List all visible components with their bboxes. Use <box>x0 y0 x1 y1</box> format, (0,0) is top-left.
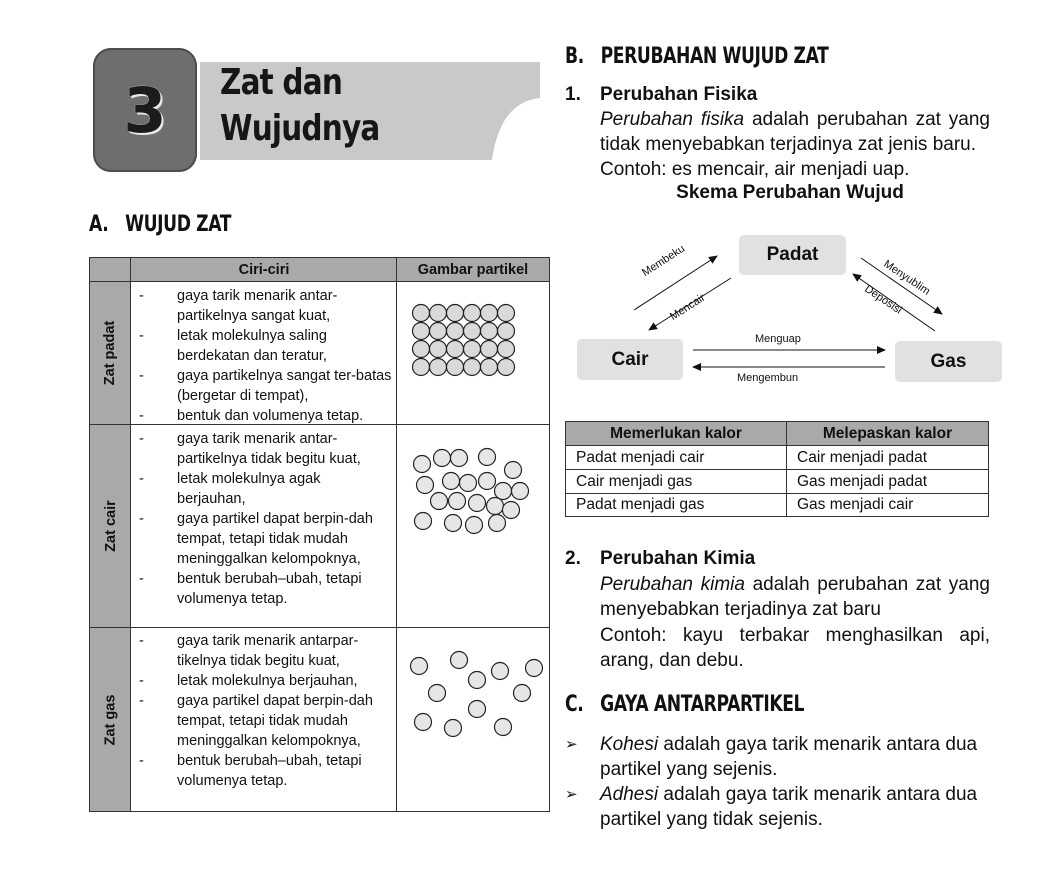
list-item: - gaya partikelnya sangat ter-batas (bergetar di tempat), <box>139 366 393 406</box>
list-item: - bentuk berubah–ubah, tetapi volumenya tetap. <box>139 751 393 791</box>
section-c-heading: C. GAYA ANTARPARTIKEL <box>565 692 805 717</box>
list-item: - bentuk dan volumenya tetap. <box>139 406 393 426</box>
label-mencair: Mencair <box>668 291 708 324</box>
particle-diagram-padat <box>397 283 549 424</box>
kimia-number: 2. <box>565 548 581 569</box>
table-cell: Gas menjadi padat <box>787 470 988 494</box>
label-menyublim: Menyublim <box>881 258 933 298</box>
kalor-header-memerlukan: Memerlukan kalor <box>566 422 787 446</box>
list-item: - gaya partikel dapat berpin-dah tempat, tetapi tidak mudah meninggalkan kelompoknya, <box>139 691 393 751</box>
kimia-definition-text: adalah perubahan zat yang menyebabkan terjadinya zat baru <box>600 574 990 620</box>
table-cell: Cair menjadi padat <box>787 446 988 470</box>
kohesi-term: Kohesi <box>600 734 659 755</box>
adhesi-text: adalah gaya tarik menarik antara dua partikel yang tidak sejenis. <box>600 784 978 830</box>
ciri-padat-list <box>139 286 393 426</box>
label-mengembun: Mengembun <box>737 372 799 384</box>
section-a-heading: A. WUJUD ZAT <box>89 212 232 237</box>
list-item: - gaya tarik menarik antar-partikelnya tidak begitu kuat, <box>139 429 393 469</box>
table-cell: Padat menjadi gas <box>566 494 787 516</box>
label-deposisi: Deposisi <box>862 283 904 317</box>
node-cair: Cair <box>577 339 683 380</box>
kimia-definition <box>600 572 990 622</box>
list-item: - letak molekulnya saling berdekatan dan teratur, <box>139 326 393 366</box>
fisika-term: Perubahan fisika <box>600 109 745 130</box>
kalor-header-melepaskan: Melepaskan kalor <box>787 422 988 446</box>
kalor-table <box>565 421 989 517</box>
fisika-definition-text: adalah perubahan zat yang tidak menyebabkan terjadinya zat jenis baru. <box>600 109 990 155</box>
ciri-cair-list <box>139 429 393 609</box>
particle-diagram-cair <box>397 426 549 626</box>
skema-title: Skema Perubahan Wujud <box>676 182 904 203</box>
bullet-arrow-icon: ➢ <box>565 736 578 753</box>
particle-diagram-gas <box>397 629 549 810</box>
node-gas: Gas <box>895 341 1002 382</box>
fisika-example: Contoh: es mencair, air menjadi uap. <box>600 159 910 180</box>
kohesi-text: adalah gaya tarik menarik antara dua partikel yang sejenis. <box>600 734 978 780</box>
section-b-heading: B. PERUBAHAN WUJUD ZAT <box>565 44 829 69</box>
row-label-gas: Zat gas <box>102 694 119 745</box>
node-padat: Padat <box>739 235 846 275</box>
label-menguap: Menguap <box>755 333 801 345</box>
ciri-gas-list <box>139 631 393 791</box>
label-membeku: Membeku <box>640 242 688 280</box>
kimia-term: Perubahan kimia <box>600 574 745 595</box>
list-item: - gaya partikel dapat berpin-dah tempat, tetapi tidak mudah meninggalkan kelompoknya, <box>139 509 393 569</box>
list-item: - bentuk berubah–ubah, tetapi volumenya tetap. <box>139 569 393 609</box>
skema-arrows <box>560 230 1020 390</box>
fisika-title: Perubahan Fisika <box>600 84 758 105</box>
row-label-padat: Zat padat <box>102 320 119 386</box>
table-header-gambar: Gambar partikel <box>397 258 549 282</box>
row-label-cair: Zat cair <box>102 500 119 552</box>
bullet-arrow-icon: ➢ <box>565 786 578 803</box>
wujud-zat-table <box>89 257 550 812</box>
kimia-example: Contoh: kayu terbakar menghasilkan api, arang, dan debu. <box>600 625 990 671</box>
table-header-ciri: Ciri-ciri <box>131 258 397 282</box>
list-item: - letak molekulnya agak berjauhan, <box>139 469 393 509</box>
adhesi-term: Adhesi <box>600 784 659 805</box>
list-item: - gaya tarik menarik antar-partikelnya sangat kuat, <box>139 286 393 326</box>
table-header-empty <box>90 258 131 282</box>
list-item: - letak molekulnya berjauhan, <box>139 671 393 691</box>
table-cell: Padat menjadi cair <box>566 446 787 470</box>
fisika-definition <box>600 107 990 157</box>
chapter-title-line2: Wujudnya <box>220 108 380 149</box>
list-item: - gaya tarik menarik antarpar-tikelnya tidak begitu kuat, <box>139 631 393 671</box>
table-cell: Cair menjadi gas <box>566 470 787 494</box>
chapter-number: 3 <box>123 73 167 147</box>
chapter-title-line1: Zat dan <box>220 62 343 103</box>
table-cell: Gas menjadi cair <box>797 496 914 513</box>
fisika-number: 1. <box>565 84 581 105</box>
kimia-title: Perubahan Kimia <box>600 548 756 569</box>
